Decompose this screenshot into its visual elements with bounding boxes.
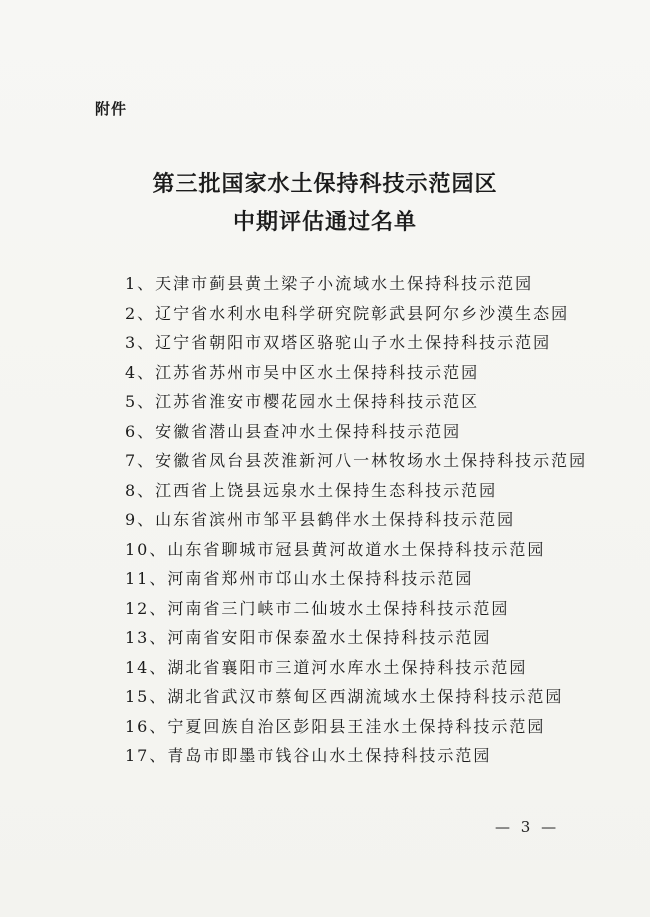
list-item: 2、辽宁省水利水电科学研究院彰武县阿尔乡沙漠生态园 — [125, 303, 570, 323]
list-item: 14、湖北省襄阳市三道河水库水土保持科技示范园 — [125, 657, 528, 677]
list-item: 6、安徽省潜山县查冲水土保持科技示范园 — [125, 421, 462, 441]
list-item: 1、天津市蓟县黄土梁子小流域水土保持科技示范园 — [125, 274, 534, 293]
list-item: 4、江苏省苏州市吴中区水土保持科技示范园 — [125, 362, 480, 382]
list-item: 11、河南省郑州市邙山水土保持科技示范园 — [125, 569, 474, 588]
attachment-label: 附件 — [95, 100, 128, 118]
document-title-line-1: 第三批国家水土保持科技示范园区 — [152, 172, 498, 197]
document-title-line-2: 中期评估通过名单 — [232, 210, 417, 235]
approved-parks-list — [125, 274, 587, 776]
list-item: 12、河南省三门峡市二仙坡水土保持科技示范园 — [125, 598, 510, 618]
list-item: 9、山东省滨州市邹平县鹤伴水土保持科技示范园 — [125, 510, 516, 529]
list-item: 17、青岛市即墨市钱谷山水土保持科技示范园 — [125, 746, 492, 765]
list-item: 7、安徽省凤台县茨淮新河八一林牧场水土保持科技示范园 — [125, 451, 588, 470]
list-item: 10、山东省聊城市冠县黄河故道水土保持科技示范园 — [125, 539, 546, 559]
list-item: 5、江苏省淮安市樱花园水土保持科技示范区 — [125, 392, 480, 411]
list-item: 8、江西省上饶县远泉水土保持生态科技示范园 — [125, 480, 498, 500]
list-item: 16、宁夏回族自治区彭阳县王洼水土保持科技示范园 — [125, 716, 546, 736]
list-item: 15、湖北省武汉市蔡甸区西湖流域水土保持科技示范园 — [125, 687, 564, 706]
list-item: 13、河南省安阳市保泰盈水土保持科技示范园 — [125, 628, 492, 647]
list-item: 3、辽宁省朝阳市双塔区骆驼山子水土保持科技示范园 — [125, 333, 552, 352]
page-number: — 3 — — [495, 818, 560, 836]
